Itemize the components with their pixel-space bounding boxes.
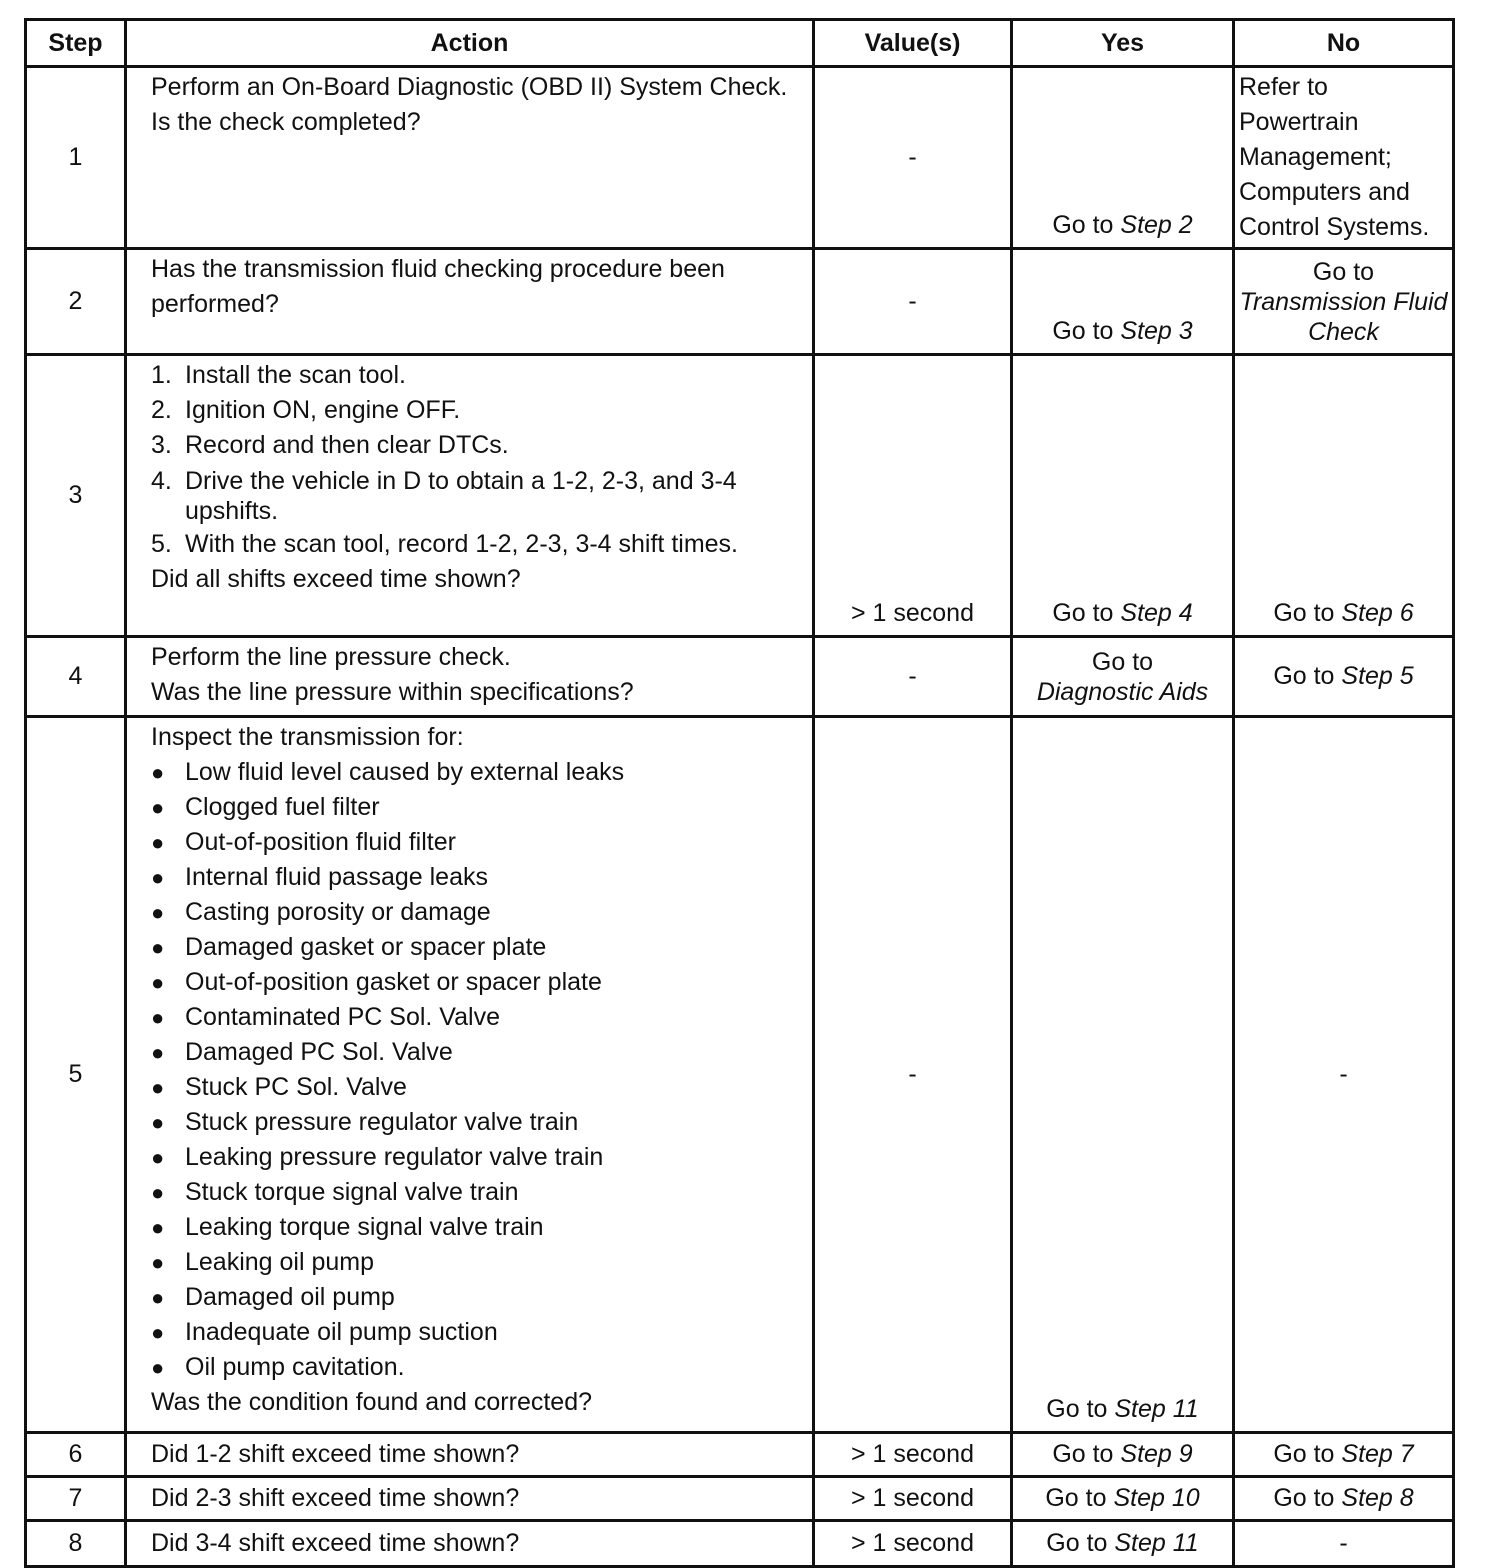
bullet-icon: ● — [151, 935, 165, 960]
bullet-list-item — [151, 965, 800, 1000]
value-cell: - — [814, 717, 1012, 1433]
table-row-step-7 — [26, 1477, 1454, 1521]
table-row-step-1 — [26, 67, 1454, 249]
bullet-icon: ● — [151, 795, 165, 820]
list-item — [151, 428, 800, 463]
bullet-text: Damaged PC Sol. Valve — [185, 1038, 453, 1066]
list-number: 2. — [151, 396, 172, 424]
list-number: 4. — [151, 467, 172, 495]
list-text: Record and then clear DTCs. — [185, 431, 509, 459]
list-number: 3. — [151, 431, 172, 459]
step-number: 4 — [26, 637, 126, 717]
value-cell: - — [814, 67, 1012, 249]
bullet-text: Leaking pressure regulator valve train — [185, 1143, 604, 1171]
yes-prefix: Go to — [1052, 317, 1121, 345]
bullet-icon: ● — [151, 1075, 165, 1100]
bullet-list-item — [151, 1280, 800, 1315]
bullet-icon: ● — [151, 1355, 165, 1380]
bullet-icon: ● — [151, 900, 165, 925]
bullet-list-item — [151, 860, 800, 895]
header-values: Value(s) — [814, 20, 1012, 67]
yes-target-link[interactable]: Diagnostic Aids — [1036, 677, 1209, 706]
bullet-icon: ● — [151, 760, 165, 785]
bullet-text: Oil pump cavitation. — [185, 1353, 405, 1381]
action-cell — [126, 249, 814, 355]
bullet-list-item — [151, 1070, 800, 1105]
no-prefix: Go to — [1312, 257, 1375, 286]
list-item — [151, 393, 800, 428]
yes-cell — [1012, 1433, 1234, 1477]
yes-prefix: Go to — [1046, 1529, 1115, 1557]
list-text: Drive the vehicle in D to obtain a 1-2, 2-3, and 3-4 upshifts. — [185, 467, 737, 525]
yes-target-link[interactable]: Step 11 — [1114, 1529, 1199, 1557]
no-prefix: Go to — [1273, 599, 1342, 627]
bullet-list-item — [151, 930, 800, 965]
list-item — [151, 358, 800, 393]
action-question: Is the check completed? — [151, 108, 421, 136]
no-prefix: Go to — [1273, 662, 1342, 690]
bullet-text: Out-of-position gasket or spacer plate — [185, 968, 602, 996]
bullet-list-item — [151, 895, 800, 930]
bullet-list-item — [151, 1315, 800, 1350]
no-target-link[interactable]: Step 5 — [1341, 662, 1414, 690]
bullet-icon: ● — [151, 1250, 165, 1275]
yes-target-link[interactable]: Step 9 — [1120, 1440, 1193, 1468]
yes-prefix: Go to — [1052, 599, 1121, 627]
value-cell: - — [814, 249, 1012, 355]
value-cell: > 1 second — [814, 355, 1012, 637]
action-intro: Inspect the transmission for: — [151, 723, 464, 751]
step-number: 2 — [26, 249, 126, 355]
table-row-step-8 — [26, 1521, 1454, 1567]
action-question: Did all shifts exceed time shown? — [151, 565, 521, 593]
list-item — [151, 529, 800, 559]
yes-prefix: Go to — [1091, 647, 1154, 676]
yes-target-link[interactable]: Step 2 — [1120, 211, 1193, 239]
bullet-icon: ● — [151, 1005, 165, 1030]
yes-target-link[interactable]: Step 11 — [1114, 1395, 1199, 1423]
table-row-step-6 — [26, 1433, 1454, 1477]
bullet-text: Casting porosity or damage — [185, 898, 491, 926]
table-row-step-4 — [26, 637, 1454, 717]
bullet-text: Damaged gasket or spacer plate — [185, 933, 547, 961]
yes-prefix: Go to — [1045, 1484, 1114, 1512]
no-target-link[interactable]: Step 7 — [1341, 1440, 1414, 1468]
bullet-text: Stuck PC Sol. Valve — [185, 1073, 407, 1101]
bullet-text: Damaged oil pump — [185, 1283, 395, 1311]
action-cell — [126, 637, 814, 717]
action-text: Perform an On-Board Diagnostic (OBD II) System Check. — [151, 73, 788, 101]
step-number: 6 — [26, 1433, 126, 1477]
value-cell: - — [814, 637, 1012, 717]
no-cell — [1234, 637, 1454, 717]
value-cell: > 1 second — [814, 1477, 1012, 1521]
list-number: 1. — [151, 361, 172, 389]
value-cell: > 1 second — [814, 1521, 1012, 1567]
bullet-list-item — [151, 1000, 800, 1035]
header-action: Action — [126, 20, 814, 67]
action-cell — [126, 717, 814, 1433]
yes-cell — [1012, 249, 1234, 355]
yes-cell — [1012, 67, 1234, 249]
bullet-icon: ● — [151, 830, 165, 855]
action-text: Did 1-2 shift exceed time shown? — [126, 1433, 814, 1477]
header-no: No — [1234, 20, 1454, 67]
action-text: Did 3-4 shift exceed time shown? — [126, 1521, 814, 1567]
action-text: Did 2-3 shift exceed time shown? — [126, 1477, 814, 1521]
table-row-step-5 — [26, 717, 1454, 1433]
bullet-list-item — [151, 1175, 800, 1210]
step-number: 7 — [26, 1477, 126, 1521]
bullet-text: Low fluid level caused by external leaks — [185, 758, 625, 786]
bullet-icon: ● — [151, 970, 165, 995]
no-target-link[interactable]: Step 6 — [1341, 599, 1414, 627]
yes-target-link[interactable]: Step 10 — [1113, 1484, 1200, 1512]
action-question: Was the line pressure within specifications? — [151, 678, 634, 706]
bullet-list-item — [151, 1210, 800, 1245]
bullet-list-item — [151, 1105, 800, 1140]
action-text: Has the transmission fluid checking procedure been performed? — [151, 255, 725, 318]
bullet-list-item — [151, 1035, 800, 1070]
bullet-icon: ● — [151, 1110, 165, 1135]
bullet-list-item — [151, 1140, 800, 1175]
yes-cell — [1012, 355, 1234, 637]
header-step: Step — [26, 20, 126, 67]
header-row — [26, 20, 1454, 67]
bullet-text: Clogged fuel filter — [185, 793, 380, 821]
bullet-text: Leaking oil pump — [185, 1248, 375, 1276]
no-cell-reference[interactable]: Refer to Powertrain Management; Computers and Control Systems. — [1234, 67, 1454, 249]
action-question: Was the condition found and corrected? — [151, 1388, 593, 1416]
action-text: Perform the line pressure check. — [151, 643, 511, 671]
bullet-text: Stuck pressure regulator valve train — [185, 1108, 579, 1136]
bullet-text: Internal fluid passage leaks — [185, 863, 488, 891]
bullet-text: Out-of-position fluid filter — [185, 828, 456, 856]
bullet-icon: ● — [151, 865, 165, 890]
list-text: Install the scan tool. — [185, 361, 406, 389]
yes-prefix: Go to — [1046, 1395, 1115, 1423]
yes-cell — [1012, 637, 1234, 717]
bullet-list — [151, 755, 800, 1385]
list-item — [151, 466, 800, 526]
yes-cell — [1012, 717, 1234, 1433]
bullet-list-item — [151, 1245, 800, 1280]
bullet-icon: ● — [151, 1285, 165, 1310]
action-cell — [126, 67, 814, 249]
bullet-list-item — [151, 825, 800, 860]
no-cell — [1234, 1433, 1454, 1477]
diagnostic-table — [24, 18, 1455, 1568]
yes-cell — [1012, 1477, 1234, 1521]
bullet-icon: ● — [151, 1040, 165, 1065]
table-row-step-2 — [26, 249, 1454, 355]
no-prefix: Go to — [1273, 1440, 1342, 1468]
bullet-list-item — [151, 1350, 800, 1385]
yes-prefix: Go to — [1052, 211, 1121, 239]
bullet-icon: ● — [151, 1145, 165, 1170]
step-number: 1 — [26, 67, 126, 249]
no-cell: - — [1234, 1521, 1454, 1567]
no-cell: - — [1234, 717, 1454, 1433]
header-yes: Yes — [1012, 20, 1234, 67]
bullet-text: Stuck torque signal valve train — [185, 1178, 519, 1206]
yes-target-link[interactable]: Step 3 — [1120, 317, 1193, 345]
list-text: Ignition ON, engine OFF. — [185, 396, 461, 424]
no-target-link[interactable]: Transmission Fluid Check — [1239, 287, 1448, 346]
bullet-icon: ● — [151, 1215, 165, 1240]
step-number: 8 — [26, 1521, 126, 1567]
bullet-icon: ● — [151, 1180, 165, 1205]
action-cell — [126, 355, 814, 637]
bullet-list-item — [151, 790, 800, 825]
bullet-text: Leaking torque signal valve train — [185, 1213, 544, 1241]
bullet-icon: ● — [151, 1320, 165, 1345]
bullet-text: Inadequate oil pump suction — [185, 1318, 498, 1346]
no-target-link[interactable]: Step 8 — [1341, 1484, 1414, 1512]
yes-target-link[interactable]: Step 4 — [1120, 599, 1193, 627]
yes-cell — [1012, 1521, 1234, 1567]
value-cell: > 1 second — [814, 1433, 1012, 1477]
bullet-list-item — [151, 755, 800, 790]
no-cell — [1234, 355, 1454, 637]
bullet-text: Contaminated PC Sol. Valve — [185, 1003, 500, 1031]
step-number: 3 — [26, 355, 126, 637]
no-cell — [1234, 1477, 1454, 1521]
list-text: With the scan tool, record 1-2, 2-3, 3-4 shift times. — [185, 530, 739, 558]
list-number: 5. — [151, 530, 172, 558]
no-cell — [1234, 249, 1454, 355]
step-number: 5 — [26, 717, 126, 1433]
yes-prefix: Go to — [1052, 1440, 1121, 1468]
table-row-step-3 — [26, 355, 1454, 637]
no-prefix: Go to — [1273, 1484, 1342, 1512]
